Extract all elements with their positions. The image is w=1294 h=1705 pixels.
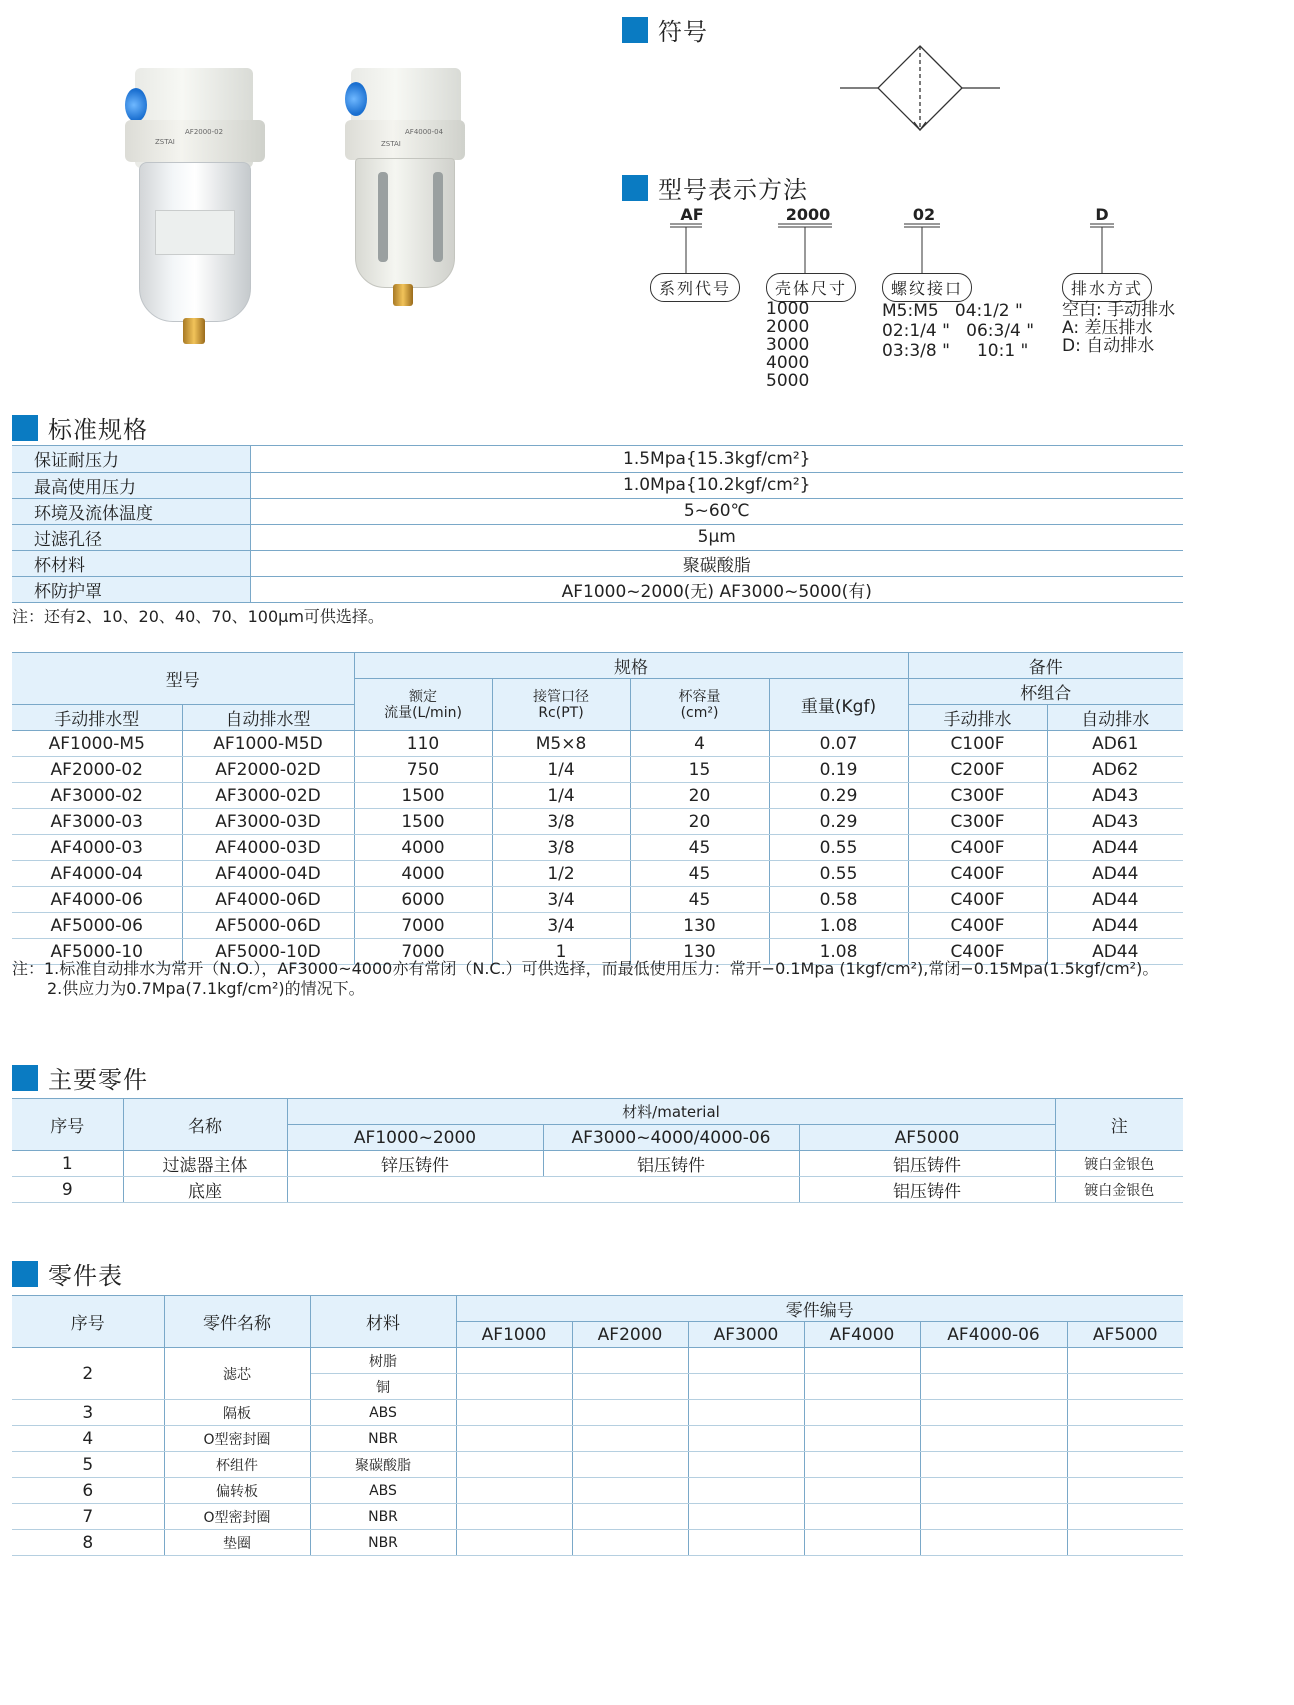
cell: AD44 bbox=[1047, 887, 1183, 913]
section-title: 型号表示方法 bbox=[658, 176, 808, 204]
cell: 0.29 bbox=[769, 809, 908, 835]
cell: 偏转板 bbox=[164, 1478, 310, 1504]
cell: AD44 bbox=[1047, 835, 1183, 861]
cell: 3 bbox=[12, 1400, 164, 1426]
cell: C400F bbox=[908, 913, 1047, 939]
table-row bbox=[12, 1177, 1183, 1203]
cell: O型密封圈 bbox=[164, 1504, 310, 1530]
cell: AF4000-06 bbox=[12, 887, 182, 913]
spec-value: AF1000~2000(无) AF3000~5000(有) bbox=[250, 576, 1183, 602]
table-row bbox=[12, 887, 1183, 913]
table-row bbox=[12, 835, 1183, 861]
h-parts: 备件 bbox=[908, 653, 1183, 679]
cell: 4 bbox=[630, 731, 769, 757]
h-flow: 额定 流量(L/min) bbox=[354, 679, 492, 731]
table-row bbox=[12, 809, 1183, 835]
cell: 4000 bbox=[354, 835, 492, 861]
cell: 锌压铸件 bbox=[287, 1151, 543, 1177]
section-square-icon bbox=[622, 175, 648, 201]
thread-options: M5:M5 04:1/2 " 02:1/4 " 06:3/4 " 03:3/8 " 10:1 " bbox=[882, 301, 1035, 361]
spec-key: 过滤孔径 bbox=[12, 524, 250, 550]
main-parts-table bbox=[12, 1098, 1183, 1203]
spec-row bbox=[12, 498, 1183, 524]
cell: AF4000-03 bbox=[12, 835, 182, 861]
cell: 1 bbox=[12, 1151, 123, 1177]
cell: AD44 bbox=[1047, 861, 1183, 887]
cell: AD62 bbox=[1047, 757, 1183, 783]
spec-row bbox=[12, 446, 1183, 472]
cell: 7 bbox=[12, 1504, 164, 1530]
spec-key: 环境及流体温度 bbox=[12, 498, 250, 524]
cell: 铝压铸件 bbox=[543, 1151, 799, 1177]
spec-note: 注：还有2、10、20、40、70、100μm可供选择。 bbox=[12, 607, 384, 626]
spec-value: 5~60℃ bbox=[250, 498, 1183, 524]
section-square-icon bbox=[622, 17, 648, 43]
h-manual-type: 手动排水型 bbox=[12, 705, 182, 731]
cell: 750 bbox=[354, 757, 492, 783]
cell: C400F bbox=[908, 861, 1047, 887]
code-af: AF bbox=[680, 205, 704, 224]
cell: 1/4 bbox=[492, 783, 630, 809]
cell: 0.55 bbox=[769, 861, 908, 887]
cell: 垫圈 bbox=[164, 1530, 310, 1556]
cell: AF3000-02D bbox=[182, 783, 354, 809]
table-row bbox=[12, 783, 1183, 809]
model-code-connector-lines bbox=[640, 222, 1140, 278]
cell: 底座 bbox=[123, 1177, 287, 1203]
cell: 3/8 bbox=[492, 809, 630, 835]
table-row bbox=[12, 1426, 1183, 1452]
size-options: 1000 2000 3000 4000 5000 bbox=[766, 299, 810, 391]
label-thread: 螺纹接口 bbox=[882, 273, 972, 302]
label-drain: 排水方式 bbox=[1062, 273, 1152, 302]
parts-list-table bbox=[12, 1295, 1183, 1556]
cell: AD44 bbox=[1047, 939, 1183, 965]
section-symbol-heading bbox=[622, 12, 708, 47]
product-brand: ZSTAI bbox=[155, 138, 175, 146]
model-note-1: 注：1.标准自动排水为常开（N.O.），AF3000~4000亦有常闭（N.C.）可供选择，而最低使用压力：常开−0.1Mpa (1kgf/cm²),常闭−0.15Mpa(1.5kgf/cm²)。 bbox=[12, 959, 1159, 978]
cell: 110 bbox=[354, 731, 492, 757]
label-series: 系列代号 bbox=[650, 273, 740, 302]
table-row bbox=[12, 757, 1183, 783]
cell: 1500 bbox=[354, 783, 492, 809]
cell: 4 bbox=[12, 1426, 164, 1452]
h-bowl: 杯组合 bbox=[908, 679, 1183, 705]
cell: 20 bbox=[630, 783, 769, 809]
cell: C400F bbox=[908, 939, 1047, 965]
cell: AF2000-02D bbox=[182, 757, 354, 783]
cell: AD61 bbox=[1047, 731, 1183, 757]
table-row bbox=[12, 1400, 1183, 1426]
cell: C100F bbox=[908, 731, 1047, 757]
product-model: AF4000-04 bbox=[405, 128, 444, 136]
h-material: 材料/material bbox=[287, 1099, 1055, 1125]
h-name: 名称 bbox=[123, 1099, 287, 1151]
table-row bbox=[12, 1504, 1183, 1530]
cell: AF5000-06D bbox=[182, 913, 354, 939]
h-m1: AF1000~2000 bbox=[287, 1125, 543, 1151]
cell: O型密封圈 bbox=[164, 1426, 310, 1452]
spec-key: 杯材料 bbox=[12, 550, 250, 576]
section-model-heading bbox=[622, 170, 808, 205]
cell: AF1000-M5 bbox=[12, 731, 182, 757]
cell bbox=[287, 1177, 799, 1203]
cell: 6000 bbox=[354, 887, 492, 913]
cell: 0.55 bbox=[769, 835, 908, 861]
h-part-model: AF4000-06 bbox=[920, 1322, 1067, 1348]
cell: 4000 bbox=[354, 861, 492, 887]
h-no: 序号 bbox=[12, 1099, 123, 1151]
cell: 2 bbox=[12, 1348, 164, 1400]
h-code: 零件编号 bbox=[456, 1296, 1183, 1322]
h-m3: AF5000 bbox=[799, 1125, 1055, 1151]
cell: 聚碳酸脂 bbox=[310, 1452, 456, 1478]
cell: 镀白金银色 bbox=[1055, 1177, 1183, 1203]
cell: 7000 bbox=[354, 939, 492, 965]
cell: AF4000-06D bbox=[182, 887, 354, 913]
section-title: 主要零件 bbox=[48, 1066, 148, 1094]
section-spec-heading bbox=[12, 410, 148, 445]
cell: ABS bbox=[310, 1478, 456, 1504]
cell: AF5000-10D bbox=[182, 939, 354, 965]
section-title: 零件表 bbox=[48, 1262, 123, 1290]
cell: 45 bbox=[630, 835, 769, 861]
cell: 1 bbox=[492, 939, 630, 965]
cell: AF4000-04 bbox=[12, 861, 182, 887]
drain-options: 空白: 手动排水 A: 差压排水 D: 自动排水 bbox=[1062, 300, 1176, 356]
cell: AF3000-03D bbox=[182, 809, 354, 835]
product-image-af2000 bbox=[125, 60, 265, 350]
cell: 隔板 bbox=[164, 1400, 310, 1426]
code-size: 2000 bbox=[785, 205, 831, 224]
h-cap: 杯容量 (cm²) bbox=[630, 679, 769, 731]
h-auto-type: 自动排水型 bbox=[182, 705, 354, 731]
cell: NBR bbox=[310, 1426, 456, 1452]
cell: 镀白金银色 bbox=[1055, 1151, 1183, 1177]
h-part-model: AF1000 bbox=[456, 1322, 572, 1348]
cell: 滤芯 bbox=[164, 1348, 310, 1400]
cell: 0.58 bbox=[769, 887, 908, 913]
cell: 过滤器主体 bbox=[123, 1151, 287, 1177]
cell: 8 bbox=[12, 1530, 164, 1556]
table-row bbox=[12, 731, 1183, 757]
section-square-icon bbox=[12, 415, 38, 441]
cell: 树脂 bbox=[310, 1348, 456, 1374]
spec-row bbox=[12, 550, 1183, 576]
h-m2: AF3000~4000/4000-06 bbox=[543, 1125, 799, 1151]
table-row bbox=[12, 1348, 1183, 1374]
section-title: 符号 bbox=[658, 18, 708, 46]
cell: AF5000-06 bbox=[12, 913, 182, 939]
cell: 0.19 bbox=[769, 757, 908, 783]
cell: 0.29 bbox=[769, 783, 908, 809]
h-part-model: AF2000 bbox=[572, 1322, 688, 1348]
cell: AD43 bbox=[1047, 809, 1183, 835]
table-row bbox=[12, 1452, 1183, 1478]
h-manual: 手动排水 bbox=[908, 705, 1047, 731]
section-title: 标准规格 bbox=[48, 416, 148, 444]
product-model: AF2000-02 bbox=[185, 128, 224, 136]
cell: ABS bbox=[310, 1400, 456, 1426]
cell: AF3000-02 bbox=[12, 783, 182, 809]
section-parts-heading bbox=[12, 1060, 148, 1095]
h-model: 型号 bbox=[12, 653, 354, 705]
cell: 15 bbox=[630, 757, 769, 783]
cell: 1.08 bbox=[769, 939, 908, 965]
cell: 3/4 bbox=[492, 887, 630, 913]
cell: AF5000-10 bbox=[12, 939, 182, 965]
cell: 130 bbox=[630, 913, 769, 939]
h-no: 序号 bbox=[12, 1296, 164, 1348]
model-table bbox=[12, 652, 1183, 965]
spec-row bbox=[12, 576, 1183, 602]
cell: AF4000-04D bbox=[182, 861, 354, 887]
h-port: 接管口径 Rc(PT) bbox=[492, 679, 630, 731]
cell: NBR bbox=[310, 1504, 456, 1530]
cell: 3/4 bbox=[492, 913, 630, 939]
h-part-model: AF4000 bbox=[804, 1322, 920, 1348]
spec-key: 杯防护罩 bbox=[12, 576, 250, 602]
table-row bbox=[12, 1151, 1183, 1177]
section-square-icon bbox=[12, 1065, 38, 1091]
label-size: 壳体尺寸 bbox=[766, 273, 856, 302]
h-name: 零件名称 bbox=[164, 1296, 310, 1348]
cell: 铝压铸件 bbox=[799, 1151, 1055, 1177]
cell: 20 bbox=[630, 809, 769, 835]
code-drain: D bbox=[1095, 205, 1109, 224]
spec-key: 保证耐压力 bbox=[12, 446, 250, 472]
h-material: 材料 bbox=[310, 1296, 456, 1348]
cell: 铝压铸件 bbox=[799, 1177, 1055, 1203]
table-row bbox=[12, 1478, 1183, 1504]
cell: C400F bbox=[908, 835, 1047, 861]
spec-key: 最高使用压力 bbox=[12, 472, 250, 498]
table-row bbox=[12, 913, 1183, 939]
cell: AD44 bbox=[1047, 913, 1183, 939]
spec-row bbox=[12, 472, 1183, 498]
h-part-model: AF3000 bbox=[688, 1322, 804, 1348]
cell: 0.07 bbox=[769, 731, 908, 757]
section-square-icon bbox=[12, 1261, 38, 1287]
cell: C400F bbox=[908, 887, 1047, 913]
cell: 杯组件 bbox=[164, 1452, 310, 1478]
cell: M5×8 bbox=[492, 731, 630, 757]
table-row bbox=[12, 1530, 1183, 1556]
cell: 3/8 bbox=[492, 835, 630, 861]
cell: C300F bbox=[908, 783, 1047, 809]
cell: 7000 bbox=[354, 913, 492, 939]
cell: 45 bbox=[630, 861, 769, 887]
h-part-model: AF5000 bbox=[1067, 1322, 1183, 1348]
product-brand: ZSTAI bbox=[381, 140, 401, 148]
cell: 130 bbox=[630, 939, 769, 965]
cell: 1/2 bbox=[492, 861, 630, 887]
table-row bbox=[12, 861, 1183, 887]
spec-value: 1.0Mpa{10.2kgf/cm²} bbox=[250, 472, 1183, 498]
h-weight: 重量(Kgf) bbox=[769, 679, 908, 731]
cell: 1/4 bbox=[492, 757, 630, 783]
code-thread: 02 bbox=[912, 205, 936, 224]
cell: 6 bbox=[12, 1478, 164, 1504]
spec-table bbox=[12, 446, 1183, 603]
section-parts-list-heading bbox=[12, 1256, 123, 1291]
cell: 9 bbox=[12, 1177, 123, 1203]
cell: AF3000-03 bbox=[12, 809, 182, 835]
cell: C300F bbox=[908, 809, 1047, 835]
h-note: 注 bbox=[1055, 1099, 1183, 1151]
spec-row bbox=[12, 524, 1183, 550]
cell: 1500 bbox=[354, 809, 492, 835]
product-image-af4000 bbox=[345, 62, 465, 312]
spec-value: 聚碳酸脂 bbox=[250, 550, 1183, 576]
cell: 铜 bbox=[310, 1374, 456, 1400]
cell: 5 bbox=[12, 1452, 164, 1478]
cell: AF4000-03D bbox=[182, 835, 354, 861]
spec-value: 1.5Mpa{15.3kgf/cm²} bbox=[250, 446, 1183, 472]
h-auto: 自动排水 bbox=[1047, 705, 1183, 731]
model-note-2: 2.供应力为0.7Mpa(7.1kgf/cm²)的情况下。 bbox=[47, 979, 365, 998]
cell: AD43 bbox=[1047, 783, 1183, 809]
cell: NBR bbox=[310, 1530, 456, 1556]
h-spec: 规格 bbox=[354, 653, 908, 679]
cell: C200F bbox=[908, 757, 1047, 783]
cell: 45 bbox=[630, 887, 769, 913]
cell: AF2000-02 bbox=[12, 757, 182, 783]
cell: 1.08 bbox=[769, 913, 908, 939]
filter-symbol-diagram bbox=[840, 40, 1000, 140]
cell: AF1000-M5D bbox=[182, 731, 354, 757]
spec-value: 5μm bbox=[250, 524, 1183, 550]
